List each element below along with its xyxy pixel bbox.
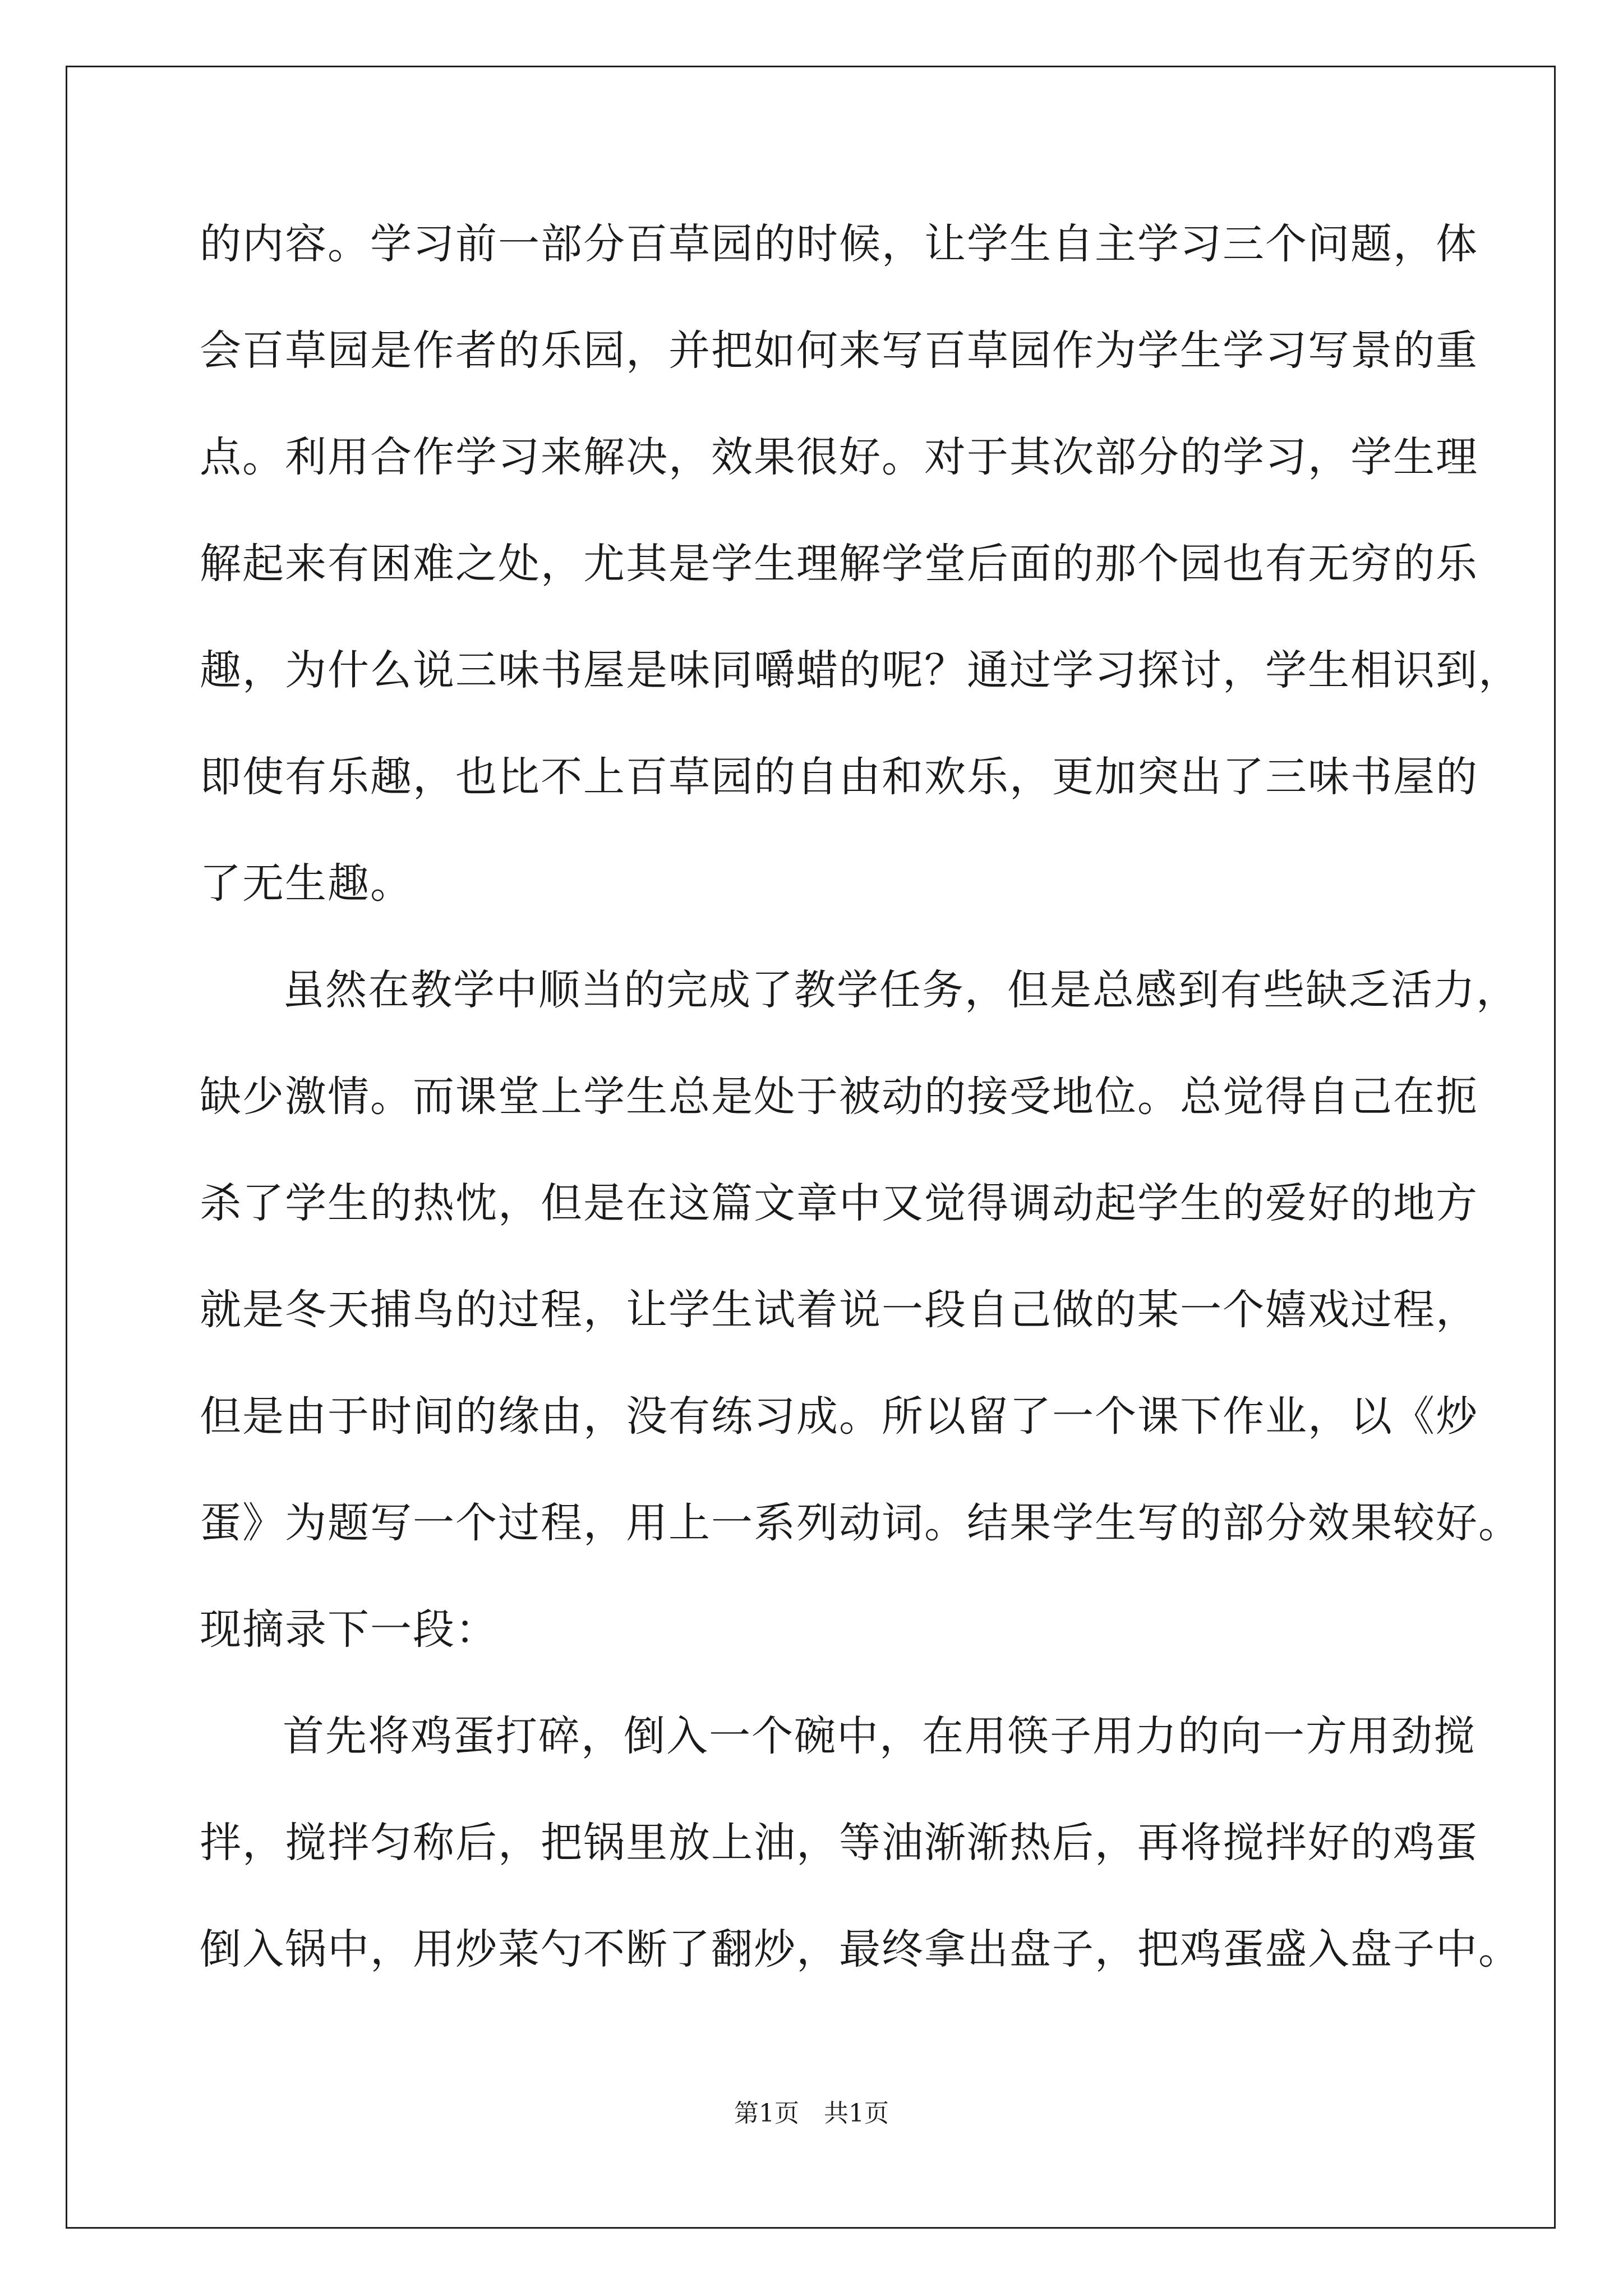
text-line: 即使有乐趣，也比不上百草园的自由和欢乐，更加突出了三味书屋的 (200, 753, 1478, 801)
text-line: 就是冬天捕鸟的过程，让学生试着说一段自己做的某一个嬉戏过程， (200, 1286, 1478, 1334)
text-line: 了无生趣。 (200, 859, 413, 908)
text-line: 解起来有困难之处，尤其是学生理解学堂后面的那个园也有无穷的乐 (200, 540, 1478, 588)
text-line: 点。利用合作学习来解决，效果很好。对于其次部分的学习，学生理 (200, 433, 1478, 481)
text-line: 倒入锅中，用炒菜勺不断了翻炒，最终拿出盘子，把鸡蛋盛入盘子中。 (200, 1925, 1521, 1973)
text-line: 会百草园是作者的乐园，并把如何来写百草园作为学生学习写景的重 (200, 326, 1478, 375)
text-line: 缺少激情。而课堂上学生总是处于被动的接受地位。总觉得自己在扼 (200, 1073, 1478, 1121)
paragraph-start-line: 虽然在教学中顺当的完成了教学任务，但是总感到有些缺乏活力， (283, 966, 1519, 1014)
text-line: 但是由于时间的缘由，没有练习成。所以留了一个课下作业，以《炒 (200, 1392, 1478, 1441)
text-line: 趣，为什么说三味书屋是味同嚼蜡的呢？通过学习探讨，学生相识到， (200, 646, 1521, 694)
document-body (200, 213, 1521, 2025)
paragraph-start-line: 首先将鸡蛋打碎，倒入一个碗中，在用筷子用力的向一方用劲搅 (283, 1712, 1476, 1760)
text-line: 拌，搅拌匀称后，把锅里放上油，等油渐渐热后，再将搅拌好的鸡蛋 (200, 1819, 1478, 1867)
text-line: 杀了学生的热忱，但是在这篇文章中又觉得调动起学生的爱好的地方 (200, 1179, 1478, 1227)
text-line: 的内容。学习前一部分百草园的时候，让学生自主学习三个问题，体 (200, 220, 1478, 268)
text-line: 蛋》为题写一个过程，用上一系列动词。结果学生写的部分效果较好。 (200, 1499, 1521, 1547)
page-number-footer: 第1页 共1页 (734, 2099, 889, 2128)
text-line: 现摘录下一段： (200, 1605, 498, 1654)
